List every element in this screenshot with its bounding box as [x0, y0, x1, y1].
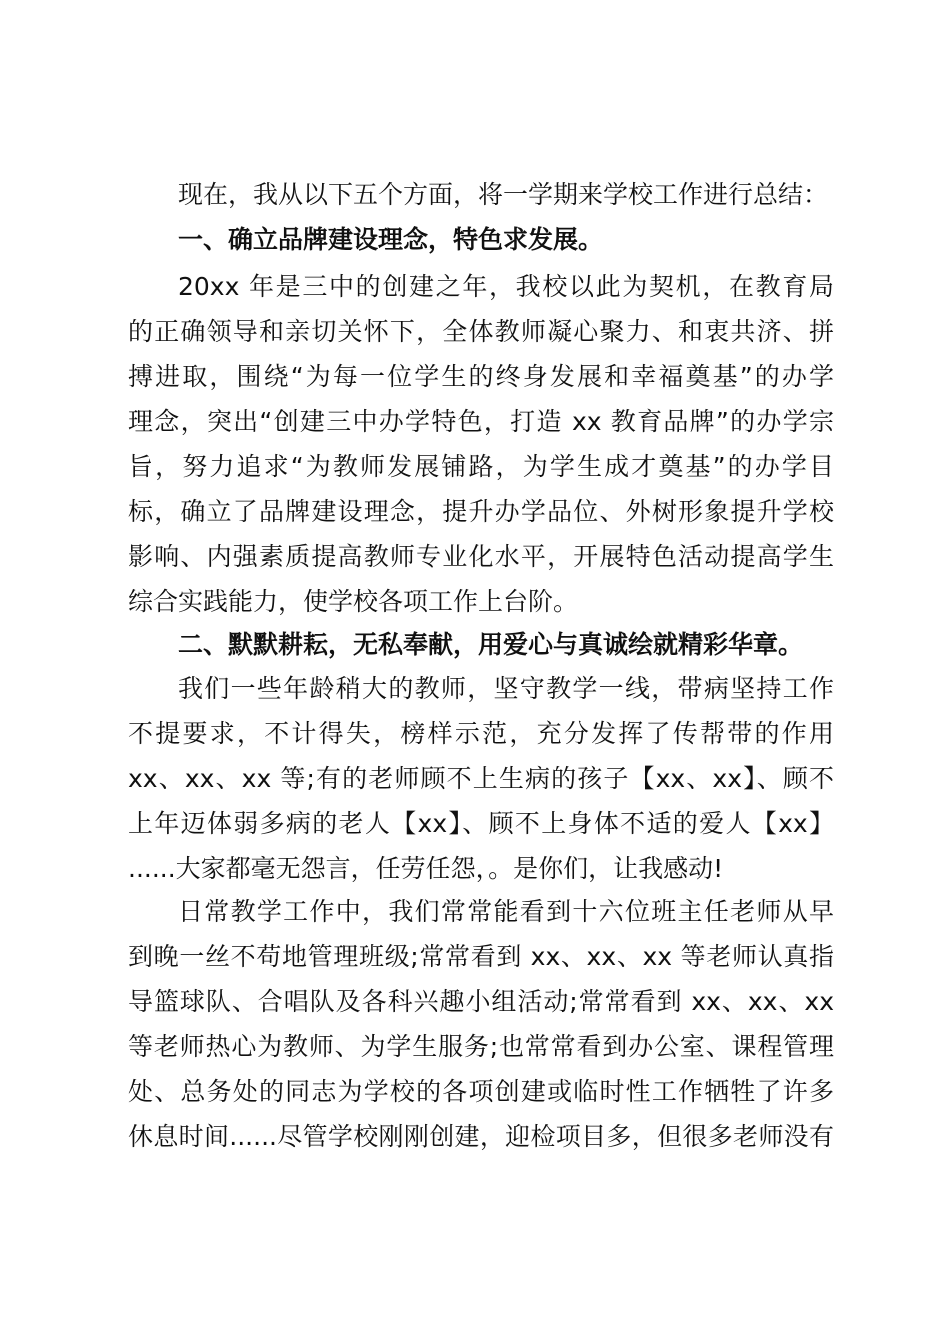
paragraph-line: 搏进取，围绕“为每一位学生的终身发展和幸福奠基”的办学 — [128, 362, 834, 391]
paragraph-line: 我们一些年龄稍大的教师，坚守教学一线，带病坚持工作 — [178, 674, 834, 703]
paragraph-line: 上年迈体弱多病的老人【xx】、顾不上身体不适的爱人【xx】 — [128, 809, 834, 838]
paragraph-line: 日常教学工作中，我们常常能看到十六位班主任老师从早 — [178, 897, 834, 926]
paragraph-line: 理念，突出“创建三中办学特色，打造 xx 教育品牌”的办学宗 — [128, 407, 834, 436]
paragraph-line: xx、xx、xx 等;有的老师顾不上生病的孩子【xx、xx】、顾不 — [128, 764, 834, 793]
paragraph-line: 的正确领导和亲切关怀下，全体教师凝心聚力、和衷共济、拼 — [128, 317, 834, 346]
section-heading-1: 一、确立品牌建设理念，特色求发展。 — [178, 225, 604, 254]
paragraph-line: 标，确立了品牌建设理念，提升办学品位、外树形象提升学校 — [128, 497, 834, 526]
paragraph-line: 不提要求，不计得失，榜样示范，充分发挥了传帮带的作用 — [128, 719, 834, 748]
paragraph-line: 20xx 年是三中的创建之年，我校以此为契机，在教育局 — [178, 272, 834, 301]
paragraph-line: 等老师热心为教师、为学生服务;也常常看到办公室、课程管理 — [128, 1032, 834, 1061]
paragraph-line: ......大家都毫无怨言，任劳任怨，。是你们，让我感动! — [128, 854, 724, 883]
paragraph-line: 到晚一丝不苟地管理班级;常常看到 xx、xx、xx 等老师认真指 — [128, 942, 834, 971]
paragraph-line: 处、总务处的同志为学校的各项创建或临时性工作牺牲了许多 — [128, 1077, 834, 1106]
paragraph-line: 导篮球队、合唱队及各科兴趣小组活动;常常看到 xx、xx、xx — [128, 987, 834, 1016]
paragraph-line: 影响、内强素质提高教师专业化水平，开展特色活动提高学生 — [128, 542, 834, 571]
paragraph-line: 旨，努力追求“为教师发展铺路，为学生成才奠基”的办学目 — [128, 452, 834, 481]
intro-line: 现在，我从以下五个方面，将一学期来学校工作进行总结： — [178, 180, 829, 209]
section-heading-2: 二、默默耕耘，无私奉献，用爱心与真诚绘就精彩华章。 — [178, 630, 804, 659]
paragraph-line: 综合实践能力，使学校各项工作上台阶。 — [128, 587, 579, 616]
paragraph-line: 休息时间......尽管学校刚刚创建，迎检项目多，但很多老师没有 — [128, 1122, 834, 1151]
